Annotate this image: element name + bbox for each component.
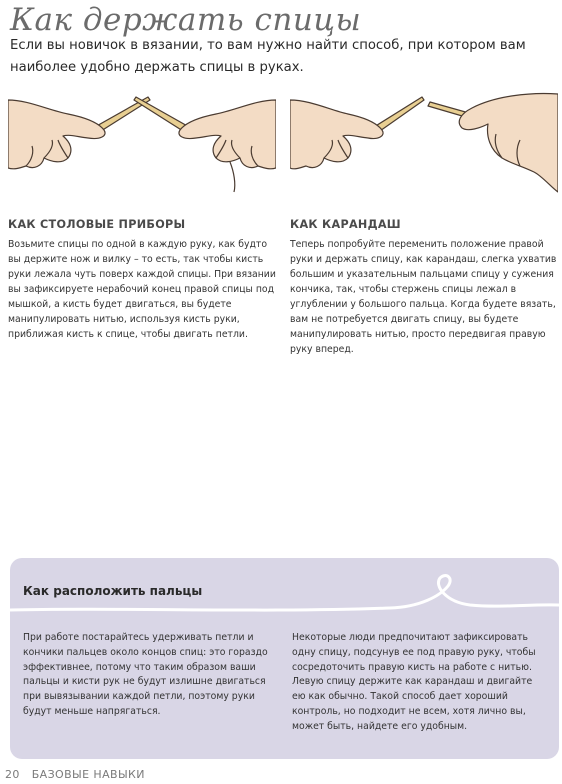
tip-left-text: При работе постарайтесь удерживать петли и кончики пальцев около концов спиц: это гораздо эффективнее, потому что таким образом ваши пальцы и кисти рук не будут излишне двигаться при вывязывании каждой петли, поэтому руки будут меньше напрягаться. (23, 632, 268, 717)
section-text: Возьмите спицы по одной в каждую руку, как будто вы держите нож и вилку – то есть, так чтобы кисть руки лежала чуть поверх каждой спицы. При вязании вы зафиксируете нерабочий конец правой спицы под мышкой, а кисть будет двигаться, вы будете манипулировать нитью, используя кисть руки, приближая кисть к спице, чтобы двигать петли. (8, 239, 276, 340)
section-heading: КАК КАРАНДАШ (290, 218, 401, 231)
tip-title: Как расположить пальцы (23, 584, 203, 598)
intro-text: Если вы новичок в вязании, то вам нужно найти способ, при котором вам наиболее удобно держать спицы в руках. (10, 38, 526, 75)
section-pencil (290, 218, 558, 357)
section-heading: КАК СТОЛОВЫЕ ПРИБОРЫ (8, 218, 186, 231)
page-footer (5, 768, 153, 781)
page-number: 20 (5, 768, 20, 781)
tip-box (10, 558, 559, 759)
hands-holding-needles-pencil-image (290, 92, 558, 210)
section-cutlery (8, 218, 276, 342)
section-text: Теперь попробуйте переменить положение правой руки и держать спицу, как карандаш, слегка ухватив большим и указательным пальцами спицу у сужения кончика, так, чтобы стержень спицы лежал в углублении у большого пальца. Когда будете вязать, вам не потребуется двигать спицу, вы будете манипулировать нитью, просто передвигая правую руку вперед. (290, 239, 557, 355)
hands-pencil-illustration (290, 92, 558, 210)
hands-cutlery-illustration (8, 92, 276, 210)
tip-right-text: Некоторые люди предпочитают зафиксировать одну спицу, подсунув ее под правую руку, чтобы сосредоточить правую кисть на работе с нитью. Левую спицу держите как карандаш и двигайте ею как обычно. Такой способ дает хороший контроль, но подходит не всем, хотя лично вы, может быть, найдете его удобным. (292, 632, 536, 732)
hands-holding-needles-image (8, 92, 276, 210)
page-title: Как держать спицы (10, 2, 362, 38)
footer-section: БАЗОВЫЕ НАВЫКИ (31, 768, 145, 781)
